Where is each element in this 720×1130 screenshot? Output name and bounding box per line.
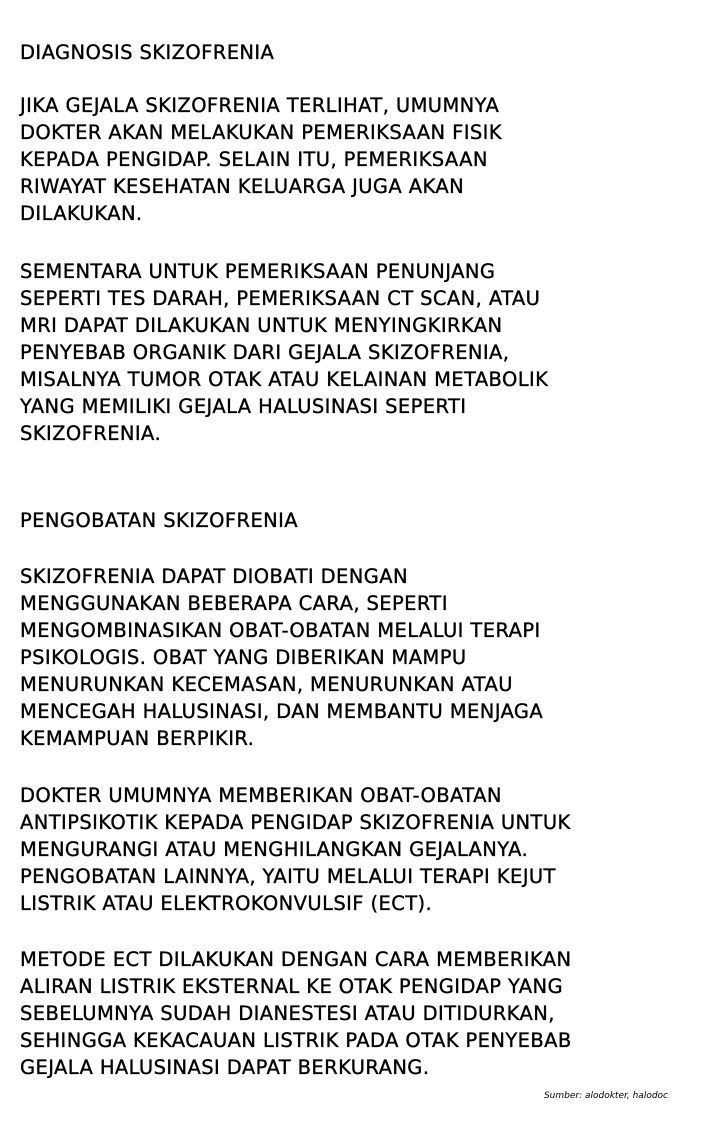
treatment-heading: PENGOBATAN SKIZOFRENIA: [20, 509, 299, 532]
text-line: DILAKUKAN.: [20, 202, 143, 225]
text-line: GEJALA HALUSINASI DAPAT BERKURANG.: [20, 1056, 430, 1079]
text-line: SEPERTI TES DARAH, PEMERIKSAAN CT SCAN, ATAU: [20, 287, 541, 310]
text-line: JIKA GEJALA SKIZOFRENIA TERLIHAT, UMUMNYA: [20, 94, 500, 117]
text-line: ALIRAN LISTRIK EKSTERNAL KE OTAK PENGIDAP YANG: [20, 975, 563, 998]
treatment-paragraph-3: [20, 946, 700, 1081]
text-line: MENGOMBINASIKAN OBAT-OBATAN MELALUI TERAPI: [20, 619, 541, 642]
text-line: PENGOBATAN LAINNYA, YAITU MELALUI TERAPI KEJUT: [20, 865, 556, 888]
text-line: KEMAMPUAN BERPIKIR.: [20, 727, 255, 750]
text-line: KEPADA PENGIDAP. SELAIN ITU, PEMERIKSAAN: [20, 148, 488, 171]
text-line: DOKTER UMUMNYA MEMBERIKAN OBAT-OBATAN: [20, 784, 502, 807]
text-line: SKIZOFRENIA.: [20, 422, 162, 445]
treatment-paragraph-2: [20, 782, 700, 917]
source-citation: Sumber: alodokter, halodoc: [543, 1091, 668, 1101]
text-line: SEBELUMNYA SUDAH DIANESTESI ATAU DITIDURKAN,: [20, 1002, 555, 1025]
text-line: SKIZOFRENIA DAPAT DIOBATI DENGAN: [20, 565, 408, 588]
diagnosis-paragraph-1: [20, 92, 700, 227]
text-line: ANTIPSIKOTIK KEPADA PENGIDAP SKIZOFRENIA UNTUK: [20, 811, 571, 834]
text-line: DOKTER AKAN MELAKUKAN PEMERIKSAAN FISIK: [20, 121, 502, 144]
text-line: LISTRIK ATAU ELEKTROKONVULSIF (ECT).: [20, 892, 433, 915]
diagnosis-heading: DIAGNOSIS SKIZOFRENIA: [20, 41, 275, 64]
text-line: PSIKOLOGIS. OBAT YANG DIBERIKAN MAMPU: [20, 646, 467, 669]
treatment-paragraph-1: [20, 563, 700, 752]
text-line: MENGGUNAKAN BEBERAPA CARA, SEPERTI: [20, 592, 448, 615]
text-line: MENURUNKAN KECEMASAN, MENURUNKAN ATAU: [20, 673, 513, 696]
text-line: MENCEGAH HALUSINASI, DAN MEMBANTU MENJAGA: [20, 700, 544, 723]
diagnosis-paragraph-2: [20, 258, 700, 447]
text-line: SEMENTARA UNTUK PEMERIKSAAN PENUNJANG: [20, 260, 496, 283]
text-line: YANG MEMILIKI GEJALA HALUSINASI SEPERTI: [20, 395, 467, 418]
text-line: METODE ECT DILAKUKAN DENGAN CARA MEMBERIKAN: [20, 948, 572, 971]
text-line: MISALNYA TUMOR OTAK ATAU KELAINAN METABOLIK: [20, 368, 549, 391]
text-line: SEHINGGA KEKACAUAN LISTRIK PADA OTAK PENYEBAB: [20, 1029, 572, 1052]
text-line: RIWAYAT KESEHATAN KELUARGA JUGA AKAN: [20, 175, 465, 198]
text-line: PENYEBAB ORGANIK DARI GEJALA SKIZOFRENIA,: [20, 341, 510, 364]
text-line: MENGURANGI ATAU MENGHILANGKAN GEJALANYA.: [20, 838, 529, 861]
text-line: MRI DAPAT DILAKUKAN UNTUK MENYINGKIRKAN: [20, 314, 503, 337]
